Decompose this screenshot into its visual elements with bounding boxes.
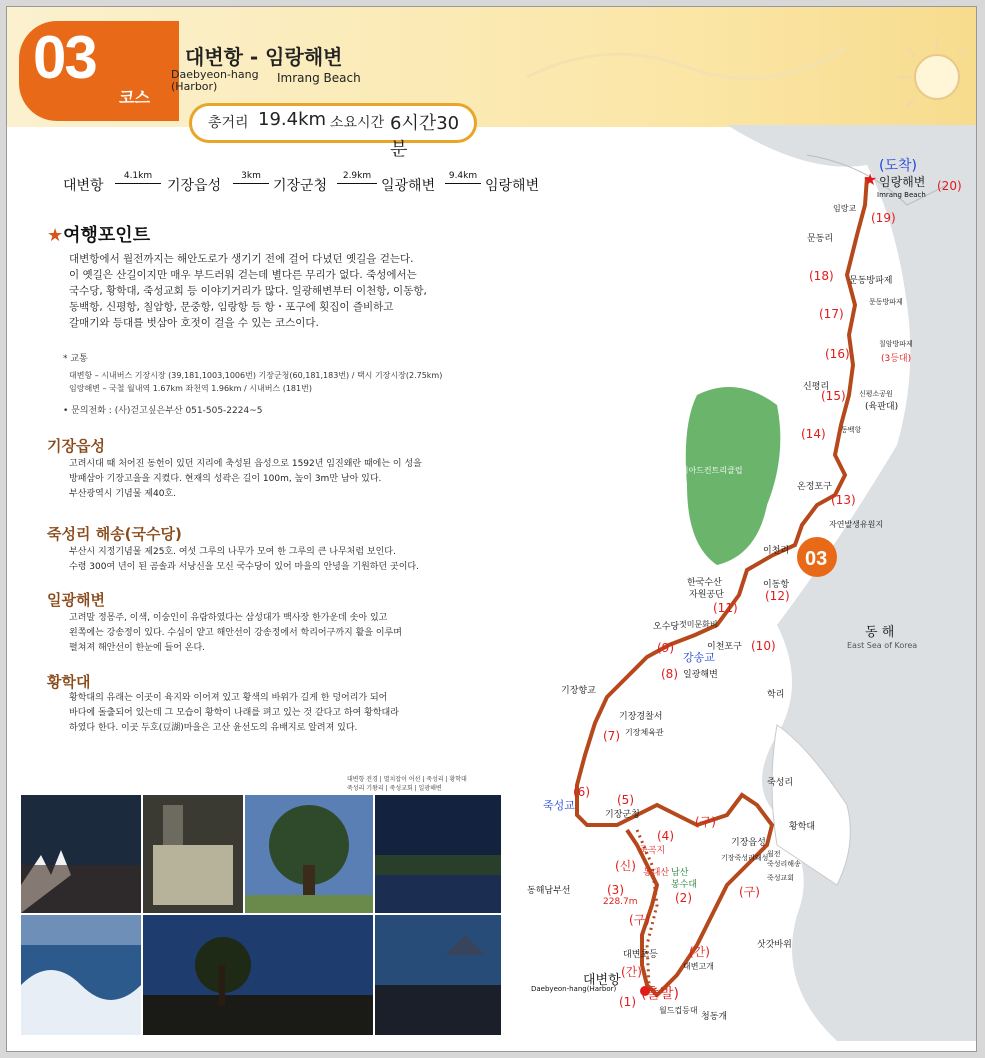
star-icon: ★ — [47, 225, 64, 246]
svg-text:★: ★ — [863, 170, 878, 189]
photo-rock-tree — [143, 915, 373, 1035]
course-label: 코스 — [119, 88, 150, 107]
photo-waves — [21, 915, 141, 1035]
hanguk-susan-label: 한국수산 — [687, 578, 722, 588]
sinpyeong-park: 신평소공원 — [859, 390, 893, 398]
photo-caption-left: 대변항 전경 | 멸치잡이 어선 | 죽성리 | 황학대 죽성리 기왕리 | 죽성교회 | 일광해변 — [347, 776, 467, 792]
contact-info: • 문의전화 : (사)걷고싶은부산 051-505-2224~5 — [63, 406, 263, 416]
stop-number: (9) — [657, 641, 674, 655]
namsan-label: 남산 — [671, 868, 689, 878]
stop-number: (4) — [657, 829, 674, 843]
page-title: 대변항 - 임랑해변 — [185, 45, 343, 69]
strip-arrow — [233, 171, 269, 184]
stop-number: (18) — [809, 269, 834, 283]
ichon-pogu-label: 이천포구 — [707, 642, 742, 652]
duration-label: 소요시간 — [330, 115, 385, 131]
stop-number: (8) — [661, 667, 678, 681]
total-distance-value: 19.4km — [258, 109, 327, 130]
onjeong-label: 온정포구 — [797, 482, 832, 492]
path-marker: (신) — [615, 859, 636, 873]
map-poster — [6, 6, 977, 1052]
strip-stop: 기장읍성 — [167, 178, 222, 194]
route-map — [477, 125, 976, 1041]
course-03-badge — [797, 537, 837, 577]
imrang-label: 임랑해변 — [879, 175, 926, 189]
golf-label: 아시아드컨트리클럽 — [673, 466, 743, 475]
subtitle-start-en: Daebyeon-hang — [171, 68, 259, 81]
sea-label-en: East Sea of Korea — [847, 641, 918, 650]
strip-distance: 2.9km — [342, 171, 372, 181]
stop-number: (13) — [831, 493, 856, 507]
strip-distance: 9.4km — [448, 171, 478, 181]
stop-number: (11) — [713, 601, 738, 615]
svg-text:03: 03 — [805, 548, 828, 570]
jawon-gongdan-label: 자원공단 — [689, 590, 724, 600]
bongdaesan-label: 봉대산 — [643, 868, 670, 878]
section-title: 기장읍성 — [47, 437, 105, 455]
sun-decoration — [827, 27, 967, 127]
area-label: 동해남부선 — [527, 886, 571, 896]
area-label: 문동리 — [807, 234, 834, 244]
course-number: 03 — [33, 24, 96, 91]
gijang-police-label: 기장경찰서 — [619, 712, 663, 722]
header-wave-decoration — [527, 17, 847, 87]
distance-pill — [189, 103, 477, 160]
golf-course-area — [686, 387, 781, 565]
yukpandae-label: (육판대) — [865, 402, 899, 412]
area-label: 신평리 — [803, 382, 830, 392]
hwanghakdae-label: 황학대 — [789, 822, 816, 832]
photo-harbor — [21, 795, 141, 913]
path-marker: (구) — [739, 885, 760, 899]
stop-number: (19) — [871, 211, 896, 225]
section-title: 황학대 — [47, 673, 91, 691]
strip-stop: 임랑해변 — [485, 178, 540, 194]
section-text: 황학대의 유래는 이곳이 육지와 이어져 있고 황색의 바위가 길게 한 덩어리가 되어 바다에 돌출되어 있는데 그 모습이 황학이 나래를 펴고 있는 것 같다고 하여 황학대라 하였다 한다. 이곳 두호(豆湖)마을은 고산 윤선도의 유배지로 알려져 있다. — [69, 693, 399, 733]
subtitle-end-en: Imrang Beach — [277, 71, 361, 85]
area-label: 삿갓바위 — [757, 940, 792, 950]
strip-stop: 일광해변 — [381, 178, 436, 194]
area-label: 죽성리 — [767, 778, 794, 788]
strip-arrow — [115, 171, 161, 184]
subtitle-start-en2: (Harbor) — [171, 80, 218, 93]
section-text: 고려말 정몽주, 이색, 이숭인이 유람하였다는 삼성대가 백사장 한가운데 솟아 있고 왼쪽에는 강송정이 있다. 수심이 얕고 해안선이 강송정에서 학리어구까지 활을 이루며 펼쳐져 해안선이 한눈에 들어 온다. — [69, 613, 402, 653]
section-title: 일광해변 — [47, 591, 105, 609]
subtitle-start — [171, 69, 259, 93]
photo-anchovy — [143, 795, 243, 913]
jeolmi-munhwa-label: 젓미문화비 — [679, 620, 718, 629]
dongbaek-label: 동백항 — [841, 426, 862, 434]
height-label: 228.7m — [603, 897, 638, 907]
section-title: 죽성리 해송(국수당) — [47, 525, 182, 543]
strip-stop: 대변항 — [63, 178, 104, 194]
gangsong-label: 강송교 — [683, 651, 715, 664]
juksong-haesong-label: 죽성리해송 — [767, 860, 801, 868]
bongsudae-label: 봉수대 — [671, 880, 698, 890]
imrang-en-label: Imrang Beach — [877, 191, 926, 199]
total-distance-label: 총거리 — [208, 115, 249, 131]
stop-number: (16) — [825, 347, 850, 361]
stop-number: (17) — [819, 307, 844, 321]
stop-number: (12) — [765, 589, 790, 603]
wolgeundeungdae-label: 월드컵등대 — [659, 1006, 698, 1015]
jayeon-label: 자연발생유원지 — [829, 520, 884, 529]
area-label: 이천리 — [763, 546, 790, 556]
path-marker: (간) — [621, 965, 642, 979]
idong-label: 이동항 — [763, 580, 790, 590]
travel-points-intro: 대변항에서 월전까지는 해안도로가 생기기 전에 걸어 다녔던 옛길을 걷는다. 이 옛길은 산길이지만 매우 부드러워 걷는데 별다른 무리가 없다. 죽성에서는 국수당, 황학대, 죽성교회 등 이야기거리가 많다. 일광해변부터 이천항, 이동항, 동백항, 신평항, 칠암항, 문중항, 임랑항 등 항・포구에 횟집이 즐비하고 갈매기와 등대를 벗삼아 호젓이 걸을 수 있는 코스이다. — [69, 253, 427, 329]
juksonggyo-label: 죽성교 — [543, 799, 575, 812]
duration-value: 6시간30분 — [390, 113, 460, 160]
path-marker: (간) — [689, 945, 710, 959]
gunchung-label: 기장군청 — [605, 810, 640, 820]
strip-distance: 4.1km — [123, 171, 153, 181]
transport-lines: 대변항 – 시내버스 기장시장 (39,181,1003,1006번) 기장군청(60,181,183번) / 택시 기장시장(2.75km) 임랑해변 – 국철 월내역 1.67km 좌천역 1.96km / 시내버스 (181번) — [69, 371, 443, 393]
stop-number: (20) — [937, 179, 962, 193]
path-marker: (구) — [629, 913, 650, 927]
mundong-breakwater2: 문동방파제 — [869, 298, 903, 306]
section-text: 부산시 지정기념물 제25호. 여섯 그루의 나무가 모여 한 그루의 큰 나무처럼 보인다. 수령 300여 년이 된 곰솔과 서낭신을 모신 국수당이 있어 마을의 안녕을 기원하던 곳이다. — [69, 547, 419, 572]
area-label: 청동개 — [701, 1012, 728, 1022]
end-label: (도착) — [879, 158, 917, 174]
stop-number: (7) — [603, 729, 620, 743]
gijanghyanggyo-label: 기장향교 — [561, 686, 596, 696]
lighthouse3-label: (3등대) — [881, 354, 912, 364]
stop-number: (3) — [607, 883, 624, 897]
stop-number: (14) — [801, 427, 826, 441]
strip-distance: 3km — [241, 171, 261, 181]
stop-number: (15) — [821, 389, 846, 403]
imranggyo-label: 임랑교 — [833, 204, 857, 213]
strip-arrow — [445, 171, 481, 184]
transport-title: * 교통 — [63, 354, 88, 364]
end-marker — [863, 170, 877, 189]
gijangeupseong-label: 기장읍성 — [731, 838, 766, 848]
gijang-gym-label: 기장체육관 — [625, 728, 664, 737]
juksong-church-label: 죽성교회 — [767, 874, 795, 882]
daebyeon-gogae-label: 대변고개 — [683, 962, 714, 971]
mundong-breakwater: 문동방파제 — [849, 276, 893, 286]
strip-arrow — [337, 171, 377, 184]
stop-number: (2) — [675, 891, 692, 905]
juksong-waeseong-label: 기장죽성리왜성 — [721, 854, 769, 862]
daebyeon-en-label: Daebyeon-hang(Harbor) — [531, 985, 617, 993]
daebyeon-chodeung-label: 대변초등 — [623, 950, 658, 960]
osudal-label: 오수당 — [653, 622, 680, 632]
strip-stop: 기장군청 — [273, 178, 328, 194]
stop-number: (6) — [573, 785, 590, 799]
travel-points-title: ★여행포인트 — [47, 225, 151, 246]
sea-label: 동 해 — [865, 625, 895, 640]
chilam-breakwater: 칠암방파제 — [879, 340, 913, 348]
photo-pine-tree — [245, 795, 373, 913]
jukokji-label: 죽곡지 — [639, 846, 666, 856]
daebyeon-label: 대변항 — [583, 973, 621, 988]
path-marker: (구) — [695, 815, 716, 829]
stop-number: (5) — [617, 793, 634, 807]
wolseon-label: 월전 — [767, 850, 781, 858]
area-label: 학리 — [767, 690, 785, 700]
start-label: (출발) — [641, 986, 679, 1002]
ilgwang-beach-label: 일광해변 — [683, 670, 718, 680]
course-badge — [19, 21, 179, 121]
stop-number: (1) — [619, 995, 636, 1009]
stop-number: (10) — [751, 639, 776, 653]
section-text: 고려시대 때 처어진 동헌이 있던 지리에 축성된 읍성으로 1592년 임진왜란 때에는 이 성을 방패삼아 기장고을을 지켰다. 현재의 성곽은 길이 100m, 높이 3m만 남아 있다. 부산광역시 기념물 제40호. — [69, 459, 422, 499]
